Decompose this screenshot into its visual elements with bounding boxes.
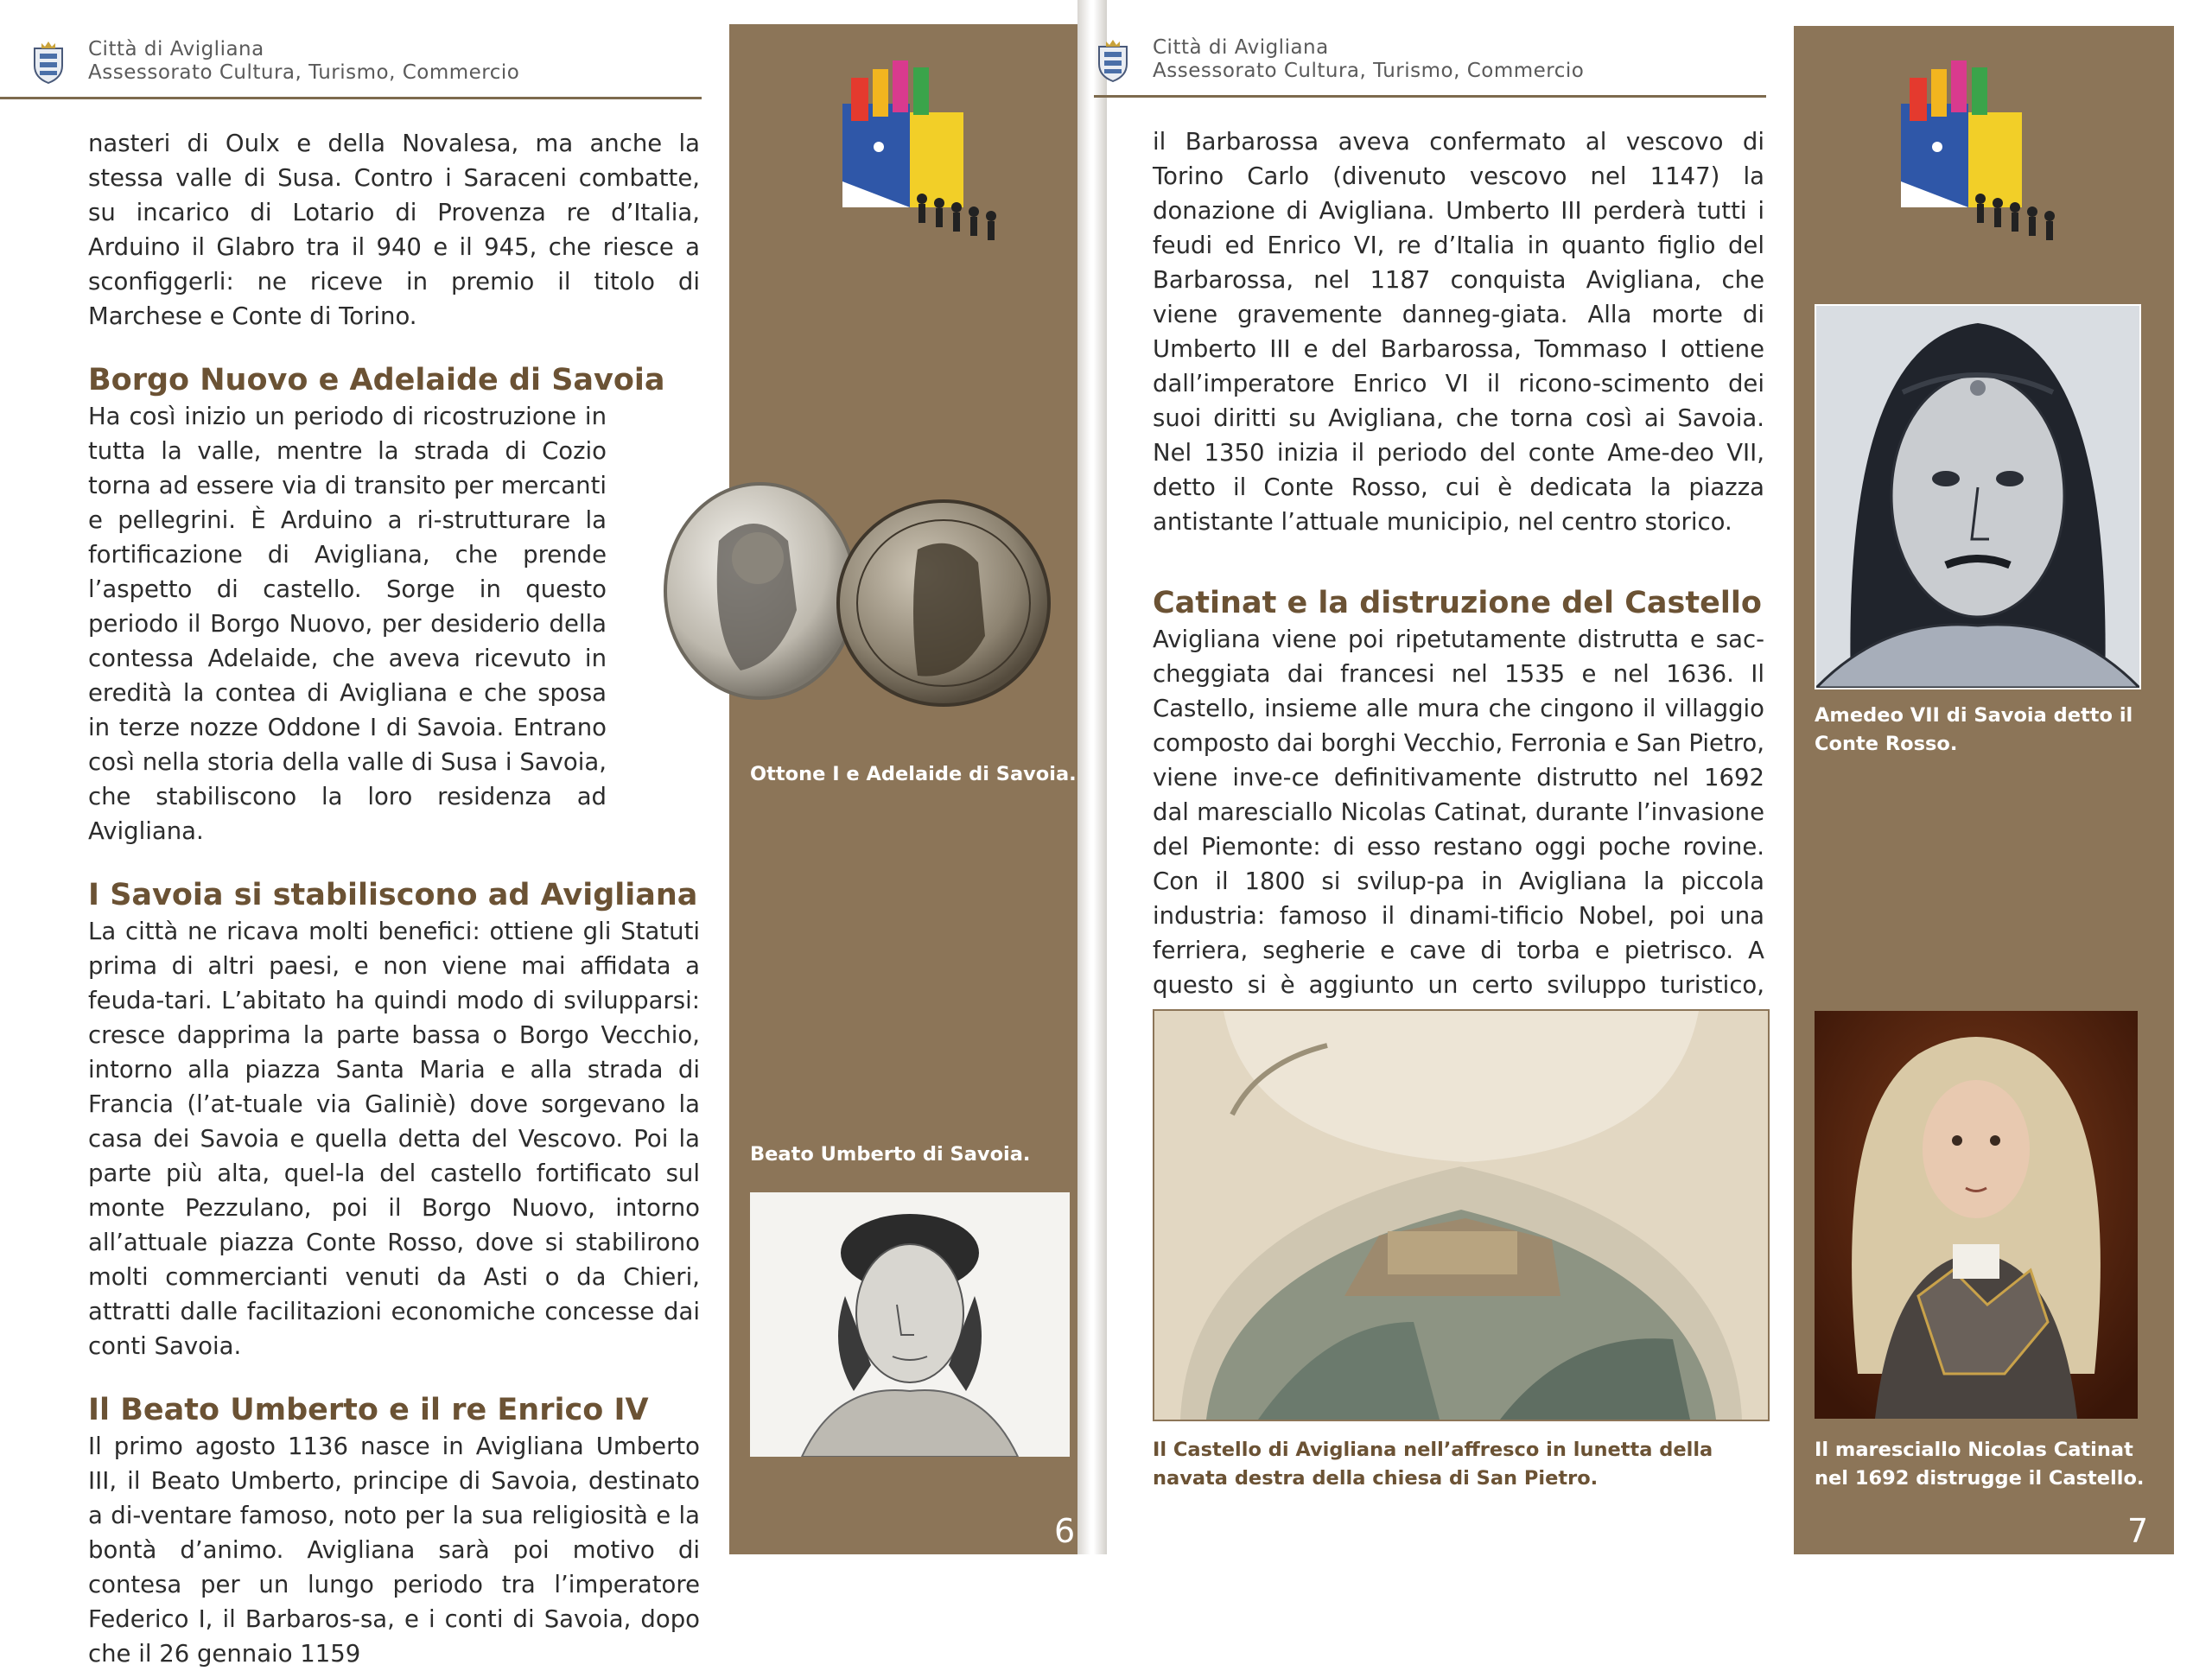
- city-crest-icon: [1094, 38, 1132, 83]
- caption-beato-umberto: Beato Umberto di Savoia.: [750, 1143, 1031, 1166]
- caption-coins: Ottone I e Adelaide di Savoia.: [750, 763, 1077, 785]
- section-heading: I Savoia si stabiliscono ad Avigliana: [88, 878, 698, 912]
- nicolas-catinat-portrait: [1815, 1011, 2138, 1419]
- header-department: Assessorato Cultura, Turismo, Commercio: [1153, 60, 1585, 82]
- paragraph: Avigliana viene poi ripetutamente distrutta e sac-cheggiata dai francesi nel 1535 e nel 1636. Il Castello, insieme alle mura che cingono il villaggio composto dai borghi Vecchio, Ferronia e San Pietro, viene inve-ce definitivamente distrutto nel 1692 dal maresciallo Nicolas Catinat, durante l’invasione del Piemonte: di esso restano oggi poche rovine. Con il 1800 si svilup-pa in Avigliana la piccola industria: famoso il dinami-tificio Nobel, poi una ferriera, segherie e cave di torba e pietrisco. A questo si è aggiunto un certo sviluppo turistico,: [1153, 626, 1764, 999]
- amedeo-vii-portrait: [1815, 304, 2141, 689]
- paragraph: il Barbarossa aveva confermato al vescovo di Torino Carlo (divenuto vescovo nel 1147) la donazione di Avigliana. Umberto III perderà tutti i feudi ed Enrico VI, re d’Italia in quanto figlio del Barbarossa, nel 1187 conquista Avigliana, che viene gravemente danneg-giata. Alla morte di Umberto III e del Barbarossa, Tommaso I ottiene dall’imperatore Enrico VI il ricono-scimento dei suoi diritti su Avigliana, che torna così ai Savoia. Nel 1350 inizia il periodo del conte Ame-deo VII, detto il Conte Rosso, cui è dedicata la piazza antistante l’attuale municipio, nel centro storico.: [1153, 128, 1764, 536]
- page7-text-column: [1153, 124, 1764, 1071]
- paragraph: Ha così inizio un periodo di ricostruzione in tutta la valle, mentre la strada di Cozio torna ad essere via di transito per mercanti e pellegrini. È Arduino a ri-strutturare la fortificazione di Avigliana, che prende l’aspetto di castello. Sorge in questo periodo il Borgo Nuovo, per desiderio della contessa Adelaide, che aveva ricevuto in eredità la contea di Avigliana e che sposa in terze nozze Oddone I di Savoia. Entrano così nella storia della valle di Susa i Savoia, che stabiliscono la loro residenza ad Avigliana.: [88, 403, 607, 845]
- caption-amedeo-vii: Amedeo VII di Savoia detto il Conte Rosso.: [1815, 704, 2133, 755]
- paragraph: nasteri di Oulx e della Novalesa, ma anche la stessa valle di Susa. Contro i Saraceni combatte, su incarico di Lotario di Provenza re d’Italia, Arduino il Glabro tra il 940 e il 945, che riesce a sconfiggerli: ne riceve in premio il titolo di Marchese e Conte di Torino.: [88, 130, 700, 330]
- section-heading: Il Beato Umberto e il re Enrico IV: [88, 1393, 649, 1427]
- paragraph: La città ne ricava molti benefici: ottiene gli Statuti prima di altri paesi, e non viene mai affidata a feuda-tari. L’abitato ha quindi modo di svilupparsi: cresce dapprima la parte bassa o Borgo Vecchio, intorno alla piazza Santa Maria e alla strada di Francia (l’at-tuale via Galiniè) dove sorgevano la casa dei Savoia e quella detta del Vescovo. Poi la parte più alta, quel-la del castello fortificato sul monte Pezzulano, poi il Borgo Nuovo, intorno all’attuale piazza Conte Rosso, dove si stabilirono molti commercianti venuti da Asti o da Chieri, attratti dalle facilitazioni economiche concesse dai conti Savoia.: [88, 918, 700, 1360]
- coins-image: [658, 480, 1061, 707]
- city-crest-icon: [29, 40, 67, 85]
- cultural-logo-icon: [825, 60, 1007, 246]
- section-heading: Borgo Nuovo e Adelaide di Savoia: [88, 363, 665, 397]
- header-department: Assessorato Cultura, Turismo, Commercio: [88, 61, 520, 84]
- header-city: Città di Avigliana: [88, 38, 264, 60]
- header-rule: [0, 97, 702, 99]
- page-number: 6: [1054, 1512, 1076, 1550]
- paragraph: Il primo agosto 1136 nasce in Avigliana Umberto III, il Beato Umberto, principe di Savoia, destinato a di-ventare famoso, noto per la sua religiosità e la bontà d’animo. Avigliana sarà poi motivo di contesa per un lungo periodo tra l’imperatore Federico I, il Barbaros-sa, e i conti di Savoia, dopo che il 26 gennaio 1159: [88, 1433, 700, 1668]
- page6-text-column: [88, 126, 700, 1671]
- page-gutter: [1077, 0, 1107, 1554]
- caption-nicolas-catinat: Il maresciallo Nicolas Catinat nel 1692 distrugge il Castello.: [1815, 1439, 2145, 1490]
- header-rule: [1094, 95, 1766, 98]
- section-heading: Catinat e la distruzione del Castello: [1153, 586, 1762, 620]
- caption-castle-fresco: Il Castello di Avigliana nell’affresco in lunetta della navata destra della chiesa di San Pietro.: [1153, 1439, 1713, 1490]
- header-city: Città di Avigliana: [1153, 36, 1329, 59]
- page-number: 7: [2127, 1512, 2149, 1550]
- beato-umberto-portrait: [750, 1192, 1070, 1457]
- cultural-logo-icon: [1884, 60, 2065, 246]
- castle-fresco-image: [1153, 1009, 1770, 1421]
